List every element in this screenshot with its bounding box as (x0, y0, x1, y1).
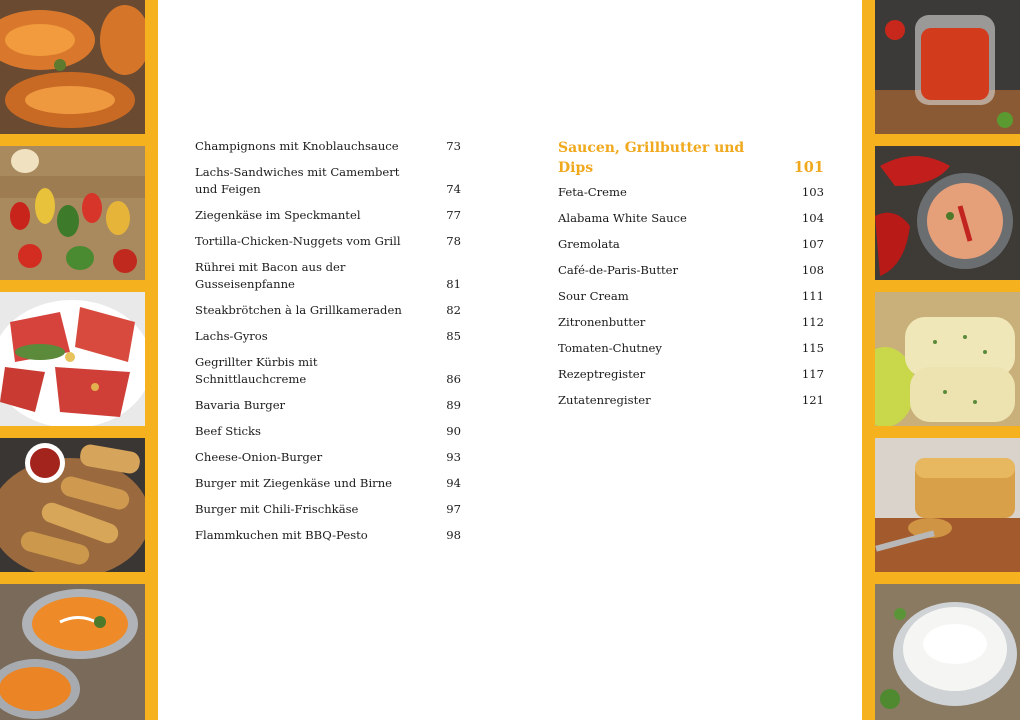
toc-entry-page: 107 (801, 237, 824, 251)
toc-entry (195, 138, 461, 155)
toc-column-left (195, 138, 461, 553)
toc-entry-page: 90 (446, 424, 461, 438)
toc-entry-title: Rezeptregister (558, 367, 646, 381)
watermelon-salad-photo (0, 292, 145, 426)
toc-entry-title: Sour Cream (558, 289, 629, 303)
toc-entry (195, 233, 461, 250)
toc-entry-title: Steakbrötchen à la Grillkameraden (195, 303, 402, 317)
toc-entry-page: 108 (801, 263, 824, 277)
toc-entry-page: 112 (801, 315, 824, 329)
toc-entry (558, 340, 824, 357)
toc-entry-title: Beef Sticks (195, 424, 261, 438)
toc-entry-page: 94 (446, 476, 461, 490)
toc-entry-title: Burger mit Ziegenkäse und Birne (195, 476, 393, 490)
toc-entry (195, 259, 461, 293)
toc-entry-title: Rührei mit Bacon aus der Gusseisenpfanne (195, 260, 346, 291)
toc-entry-title: Tomaten-Chutney (558, 341, 662, 355)
toc-entry-title: Lachs-Sandwiches mit Camembert und Feigen (195, 165, 400, 196)
toc-entry (195, 527, 461, 544)
toc-entry (195, 423, 461, 440)
toc-entry-title: Zutatenregister (558, 393, 651, 407)
toc-entry-title: Tortilla-Chicken-Nuggets vom Grill (195, 234, 401, 248)
toc-entry-title: Lachs-Gyros (195, 329, 268, 343)
sour-cream-photo (875, 584, 1020, 720)
pumpkin-soup-photo (0, 584, 145, 720)
toc-entry-page: 111 (801, 289, 824, 303)
left-photo-strip (0, 0, 158, 720)
toc-entry-title: Gremolata (558, 237, 620, 251)
toc-entry-page: 115 (801, 341, 824, 355)
toc-entry-title: Cheese-Onion-Burger (195, 450, 323, 464)
section-heading (558, 138, 824, 178)
toc-entry-title: Ziegenkäse im Speckmantel (195, 208, 361, 222)
chicken-nuggets-photo (0, 438, 145, 572)
toc-entry-page: 89 (446, 398, 461, 412)
right-photo-strip (862, 0, 1020, 720)
toc-column-right (558, 138, 824, 418)
pepper-dip-photo (875, 146, 1020, 280)
toc-entry-page: 82 (446, 303, 461, 317)
toc-entry-title: Feta-Creme (558, 185, 627, 199)
toc-entry (558, 262, 824, 279)
toc-entry-title: Bavaria Burger (195, 398, 286, 412)
toc-entry-page: 85 (446, 329, 461, 343)
toc-entry-title: Gegrillter Kürbis mit Schnittlauchcreme (195, 355, 318, 386)
toc-entry-title: Alabama White Sauce (558, 211, 687, 225)
toc-entry-page: 121 (801, 393, 824, 407)
toc-entry-page: 97 (446, 502, 461, 516)
toc-entry-title: Champignons mit Knoblauchsauce (195, 139, 399, 153)
toc-entry-page: 86 (446, 372, 461, 386)
toc-entry-page: 77 (446, 208, 461, 222)
toc-entry (195, 207, 461, 224)
toc-entry-page: 93 (446, 450, 461, 464)
section-title: Saucen, Grillbutter und Dips (558, 140, 745, 176)
toc-entry (558, 314, 824, 331)
toc-entry (558, 184, 824, 201)
cafe-de-paris-butter-photo (875, 438, 1020, 572)
toc-entry-page: 81 (446, 277, 461, 291)
toc-entry-page: 117 (801, 367, 824, 381)
toc-entry (558, 392, 824, 409)
toc-entry (195, 328, 461, 345)
toc-entry (195, 475, 461, 492)
toc-entry (558, 210, 824, 227)
toc-entry (195, 354, 461, 388)
toc-entry (195, 449, 461, 466)
toc-entry-page: 78 (446, 234, 461, 248)
herb-butter-photo (875, 292, 1020, 426)
toc-entry (195, 397, 461, 414)
tomato-sauce-jar-photo (875, 0, 1020, 134)
toc-entry (558, 236, 824, 253)
grilled-vegetable-skewers-photo (0, 146, 145, 280)
toc-entry (558, 366, 824, 383)
toc-entry (558, 288, 824, 305)
section-entries (558, 184, 824, 409)
toc-entry-page: 74 (446, 182, 461, 196)
toc-entry-page: 98 (446, 528, 461, 542)
toc-entry-title: Burger mit Chili-Frischkäse (195, 502, 359, 516)
toc-entry-page: 103 (801, 185, 824, 199)
roasted-pumpkin-photo (0, 0, 145, 134)
toc-entry-title: Zitronenbutter (558, 315, 646, 329)
toc-entry (195, 501, 461, 518)
toc-entry-page: 73 (446, 139, 461, 153)
toc-entry-page: 104 (801, 211, 824, 225)
toc-entry (195, 164, 461, 198)
section-page-number: 101 (793, 159, 824, 176)
toc-entry-title: Flammkuchen mit BBQ-Pesto (195, 528, 368, 542)
toc-entry (195, 302, 461, 319)
toc-entry-title: Café-de-Paris-Butter (558, 263, 679, 277)
